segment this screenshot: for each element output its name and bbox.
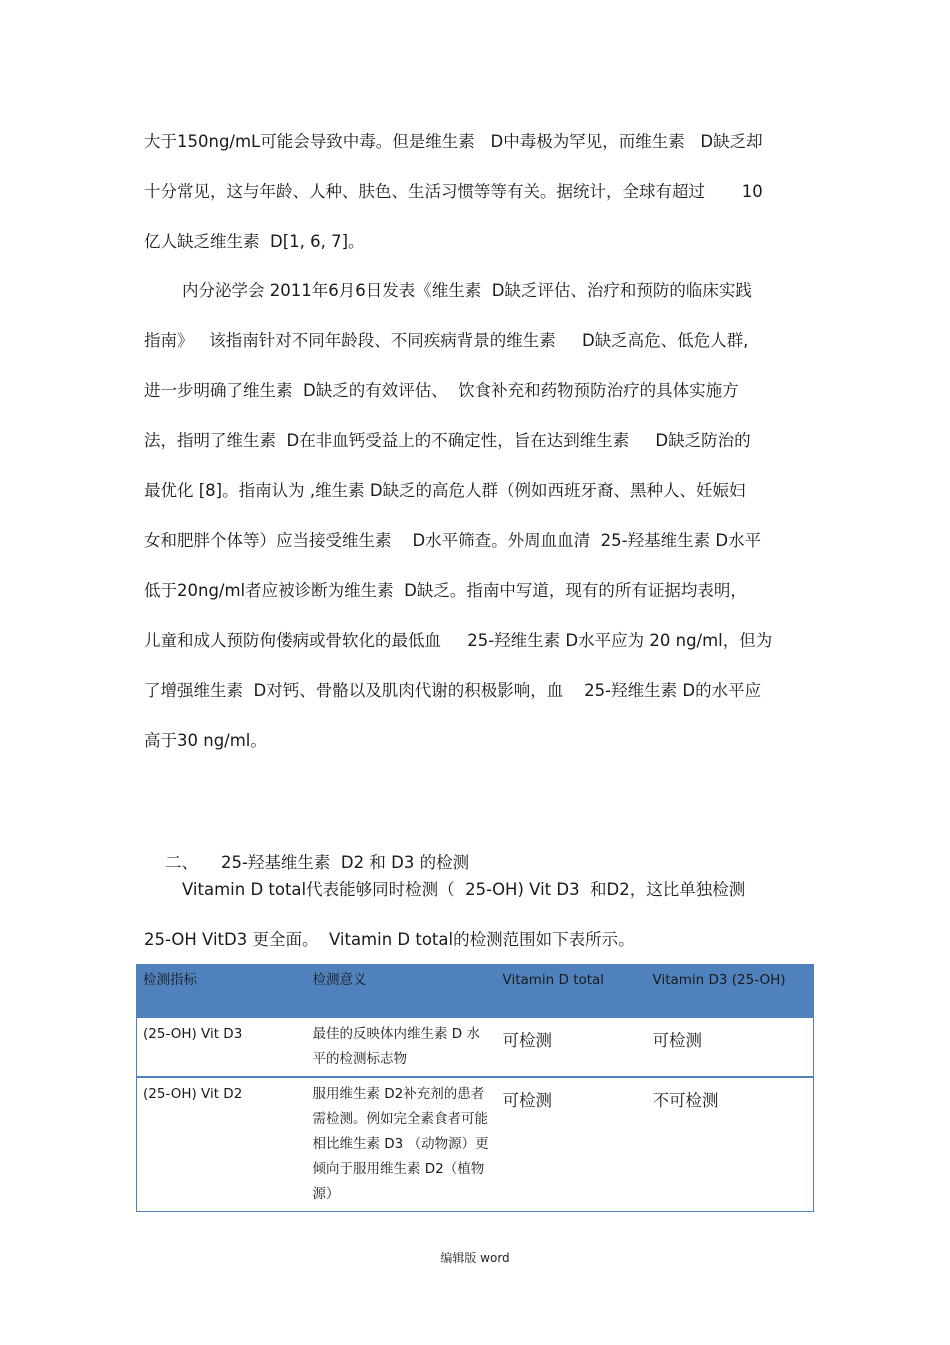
paragraph-line: 十分常见，这与年龄、人种、肤色、生活习惯等等有关。据统计，全球有超过 10 bbox=[144, 182, 763, 201]
cell-d3: 可检测 bbox=[647, 1017, 814, 1077]
table-row bbox=[137, 1077, 814, 1212]
cell-meaning: 最佳的反映体内维生素 D 水平的检测标志物 bbox=[307, 1017, 497, 1077]
detection-table bbox=[136, 964, 814, 1212]
paragraph-line: 了增强维生素 D对钙、骨骼以及肌肉代谢的积极影响，血 25-羟维生素 D的水平应 bbox=[144, 681, 762, 700]
paragraph-line: 高于30 ng/ml。 bbox=[144, 731, 267, 750]
table-header-row bbox=[137, 964, 814, 1017]
header-indicator: 检测指标 bbox=[143, 972, 197, 988]
cell-indicator: (25-OH) Vit D3 bbox=[137, 1017, 307, 1077]
table-row bbox=[137, 1017, 814, 1077]
header-vitamin-d3: Vitamin D3 (25-OH) bbox=[652, 972, 786, 988]
paragraph-line: 指南》 该指南针对不同年龄段、不同疾病背景的维生素 D缺乏高危、低危人群, bbox=[144, 331, 749, 350]
paragraph-line: 最优化 [8]。指南认为 ,维生素 D缺乏的高危人群（例如西班牙裔、黑种人、妊娠妇 bbox=[144, 481, 746, 500]
paragraph-line: 儿童和成人预防佝偻病或骨软化的最低血 25-羟维生素 D水平应为 20 ng/ml，但为 bbox=[144, 631, 773, 650]
cell-indicator: (25-OH) Vit D2 bbox=[137, 1077, 307, 1212]
cell-d3: 不可检测 bbox=[647, 1077, 814, 1212]
section-title: 25-羟基维生素 D2 和 D3 的检测 bbox=[220, 853, 470, 872]
paragraph-line: Vitamin D total代表能够同时检测（ 25-OH) Vit D3 和D2，这比单独检测 bbox=[182, 880, 746, 899]
paragraph-line: 大于150ng/mL可能会导致中毒。但是维生素 D中毒极为罕见，而维生素 D缺乏却 bbox=[144, 132, 763, 151]
paragraph-line: 内分泌学会 2011年6月6日发表《维生素 D缺乏评估、治疗和预防的临床实践 bbox=[182, 281, 752, 300]
paragraph-line: 亿人缺乏维生素 D[1, 6, 7]。 bbox=[144, 232, 365, 251]
page-footer: 编辑版 word bbox=[440, 1251, 510, 1265]
header-vitamin-d-total: Vitamin D total bbox=[502, 972, 605, 988]
paragraph-line: 女和肥胖个体等）应当接受维生素 D水平筛查。外周血血清 25-羟基维生素 D水平 bbox=[144, 531, 762, 550]
paragraph-line: 25-OH VitD3 更全面。 Vitamin D total的检测范围如下表所示。 bbox=[144, 930, 635, 949]
paragraph-line: 进一步明确了维生素 D缺乏的有效评估、 饮食补充和药物预防治疗的具体实施方 bbox=[144, 381, 739, 400]
header-meaning: 检测意义 bbox=[312, 972, 367, 988]
cell-total: 可检测 bbox=[497, 1017, 647, 1077]
cell-meaning: 服用维生素 D2补充剂的患者需检测。例如完全素食者可能相比维生素 D3 （动物源）更倾向于服用维生素 D2（植物源） bbox=[307, 1077, 497, 1212]
section-number: 二、 bbox=[164, 853, 198, 872]
paragraph-line: 法，指明了维生素 D在非血钙受益上的不确定性，旨在达到维生素 D缺乏防治的 bbox=[144, 431, 751, 450]
paragraph-line: 低于20ng/ml者应被诊断为维生素 D缺乏。指南中写道，现有的所有证据均表明， bbox=[144, 581, 747, 600]
cell-total: 可检测 bbox=[497, 1077, 647, 1212]
